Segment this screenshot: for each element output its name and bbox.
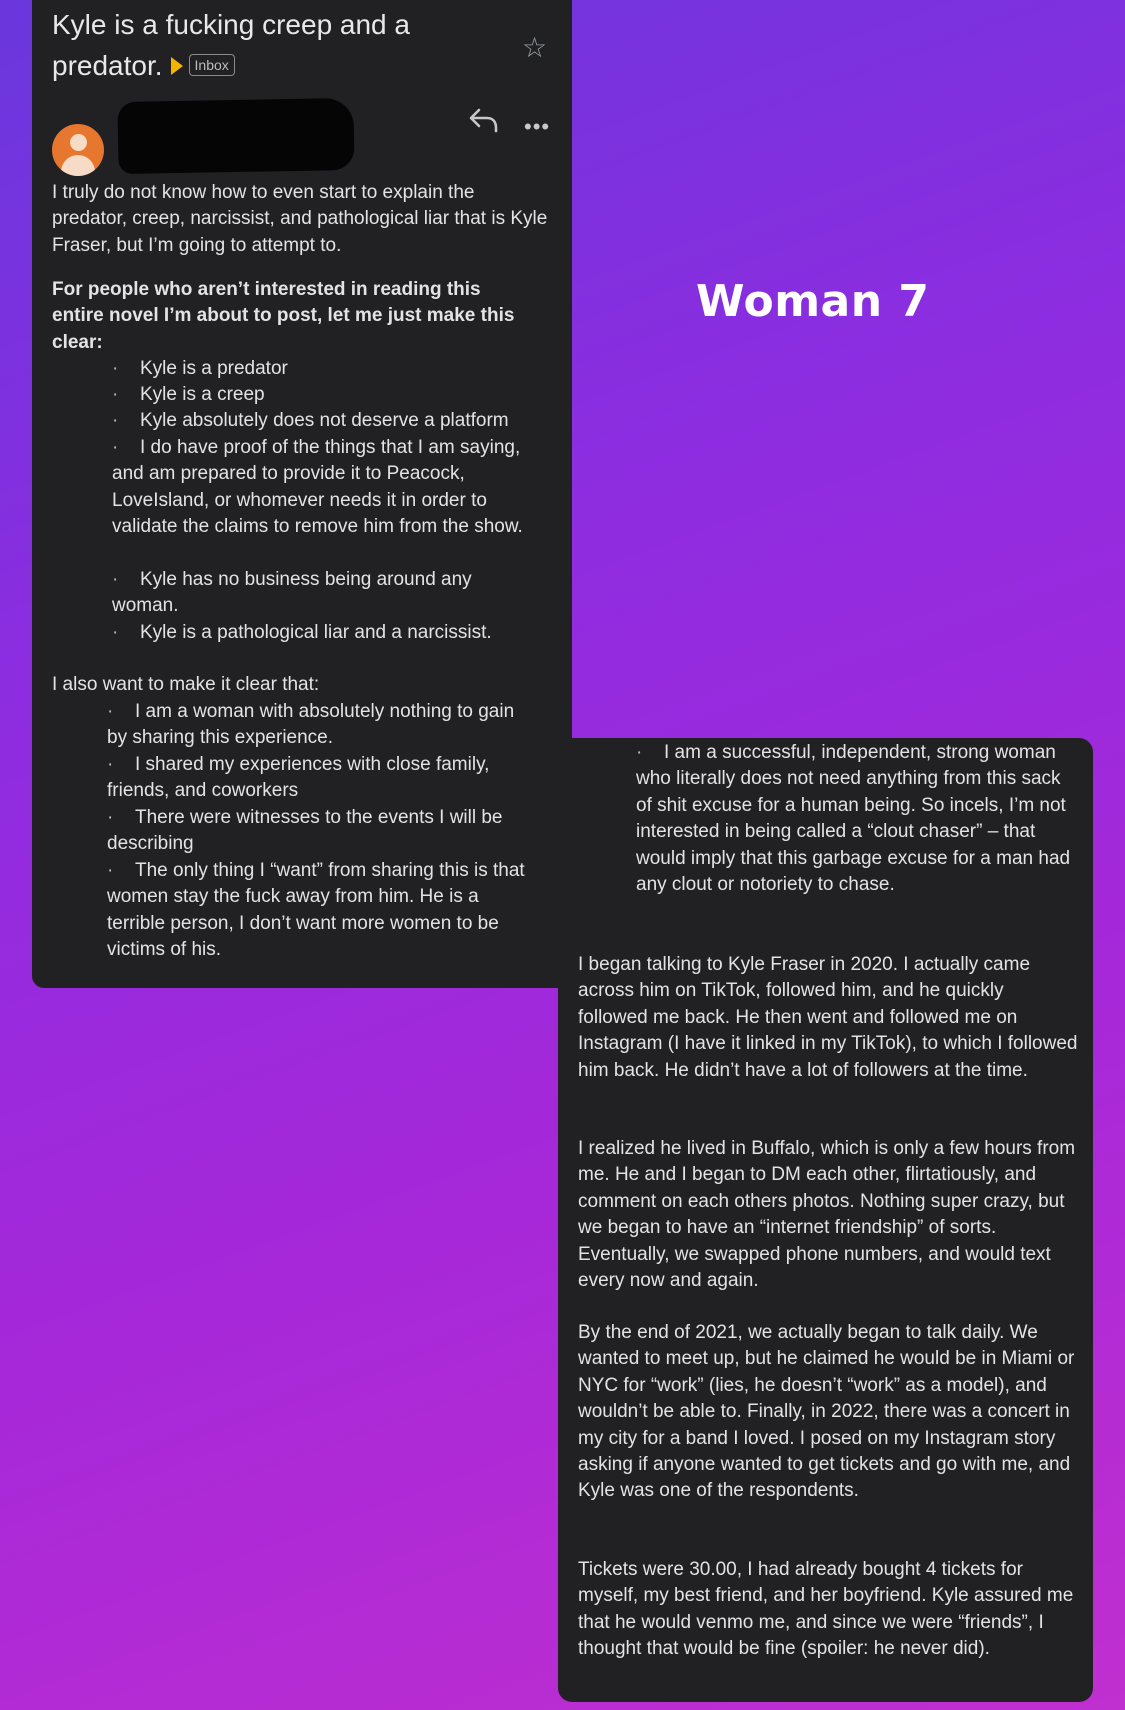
- list-item: · Kyle is a predator: [112, 358, 288, 379]
- more-options-icon[interactable]: •••: [524, 114, 551, 139]
- redacted-sender-name: [117, 98, 354, 174]
- list-item: · I am a woman with absolutely nothing to gain by sharing this experience.: [107, 701, 515, 749]
- list-item: · Kyle is a pathological liar and a narcissist.: [112, 622, 492, 643]
- intro-paragraph: I truly do not know how to even start to explain the predator, creep, narcissist, and pathological liar that is Kyle Fraser, but I’m going to attempt to.: [52, 182, 548, 256]
- list-item: · There were witnesses to the events I will be describing: [107, 807, 503, 855]
- story-paragraph: By the end of 2021, we actually began to talk daily. We wanted to meet up, but he claimed he would be in Miami or NYC for “work” (lies, he doesn’t “work” as a model), and wouldn’t be able to. Finally, in 2022, there was a concert in my city for a band I loved. I posed on my Instagram story asking if anyone wanted to get tickets and go with me, and Kyle was one of the respondents.: [578, 1322, 1075, 1502]
- list-item: · Kyle absolutely does not deserve a platform: [112, 410, 509, 431]
- email-panel-top: [32, 0, 572, 988]
- important-label-icon[interactable]: [171, 57, 183, 75]
- bold-intro: For people who aren’t interested in reading this entire novel I’m about to post, let me just make this clear:: [52, 279, 515, 353]
- also-heading: I also want to make it clear that:: [52, 674, 320, 695]
- inbox-label-badge[interactable]: Inbox: [189, 54, 235, 76]
- reply-icon[interactable]: [467, 106, 501, 136]
- email-panel-bottom: [558, 738, 1093, 1702]
- email-subject: [52, 4, 492, 86]
- list-item: · I do have proof of the things that I am saying, and am prepared to provide it to Peacock, LoveIsland, or whomever needs it in order to validate the claims to remove him from the show.: [112, 437, 523, 538]
- list-item: · I shared my experiences with close family, friends, and coworkers: [107, 754, 490, 802]
- email-intro: [52, 180, 552, 259]
- star-icon[interactable]: ☆: [522, 32, 548, 63]
- subject-text: Kyle is a fucking creep and a predator.: [52, 9, 410, 81]
- overlay-title: Woman 7: [696, 276, 930, 327]
- list-item: · Kyle is a creep: [112, 384, 265, 405]
- list-item: · The only thing I “want” from sharing this is that women stay the fuck away from him. He is a terrible person, I don’t want more women to be victims of his.: [107, 860, 525, 961]
- story-paragraph: I realized he lived in Buffalo, which is only a few hours from me. He and I began to DM each other, flirtatiously, and comment on each others photos. Nothing super crazy, but we began to have an “internet friendship” of sorts. Eventually, we swapped phone numbers, and would text every now and again.: [578, 1138, 1076, 1292]
- list-item: · I am a successful, independent, strong woman who literally does not need anything from this sack of shit excuse for a human being. So incels, I’m not interested in being called a “clout chaser” – that would imply that this garbage excuse for a man had any clout or notoriety to chase.: [636, 742, 1071, 896]
- story-paragraph: I began talking to Kyle Fraser in 2020. I actually came across him on TikTok, followed him, and he quickly followed me back. He then went and followed me on Instagram (I have it linked in my TikTok), to which I followed him back. He didn’t have a lot of followers at the time.: [578, 954, 1078, 1081]
- story-paragraph: Tickets were 30.00, I had already bought 4 tickets for myself, my best friend, and her boyfriend. Kyle assured me that he would venmo me, and since we were “friends”, I thought that would be fine (spoiler: he never did).: [578, 1559, 1074, 1660]
- list-item: · Kyle has no business being around any woman.: [112, 569, 472, 617]
- avatar[interactable]: [52, 124, 104, 176]
